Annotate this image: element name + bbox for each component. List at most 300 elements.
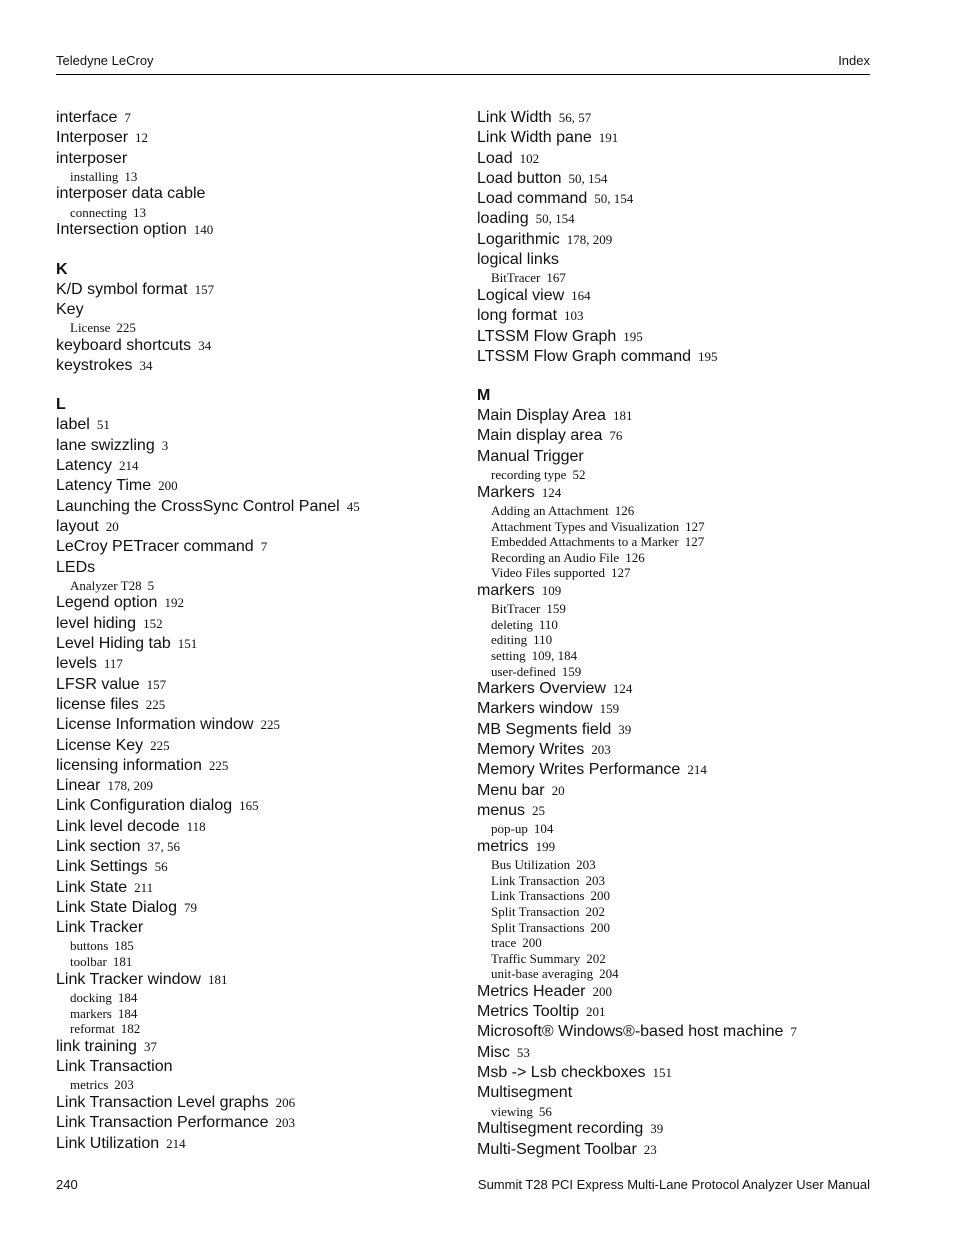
index-term: License Information window (56, 716, 254, 734)
index-term: license files (56, 695, 139, 713)
index-entry (477, 406, 877, 426)
index-entry (477, 306, 877, 326)
page-reference[interactable]: 225 (208, 757, 229, 773)
index-term: Attachment Types and Visualization (491, 518, 680, 534)
page-reference[interactable]: 127 (684, 534, 705, 550)
page-reference[interactable]: 167 (546, 270, 566, 286)
page-reference[interactable]: 211 (134, 879, 154, 895)
page-reference[interactable]: 203 (591, 742, 611, 758)
index-entry (477, 327, 877, 347)
index-subentry (491, 648, 877, 664)
index-subentry (491, 270, 877, 286)
index-entry (477, 426, 877, 446)
page-reference[interactable]: 181 (612, 408, 633, 424)
page-reference[interactable]: 178, 209 (566, 231, 613, 247)
page-reference[interactable]: 152 (143, 615, 163, 631)
manual-title: Summit T28 PCI Express Multi-Lane Protocol Analyzer User Manual (477, 1177, 870, 1192)
index-term: Link Settings (56, 858, 148, 876)
page-reference[interactable]: 192 (164, 595, 184, 611)
index-term: toolbar (70, 954, 107, 970)
index-subentry (491, 821, 877, 837)
index-entry (477, 1022, 877, 1042)
page-reference[interactable]: 109, 184 (531, 647, 578, 663)
index-term: Analyzer T28 (70, 577, 142, 593)
page-reference[interactable]: 165 (239, 798, 259, 814)
index-subentry (491, 664, 877, 680)
index-term: Link Transaction (56, 1058, 173, 1076)
index-term: deleting (491, 616, 533, 632)
index-column-right (477, 108, 877, 1160)
index-entry (56, 878, 456, 898)
index-term: LEDs (56, 558, 96, 576)
index-subentry (70, 954, 456, 970)
index-term: Load button (477, 169, 562, 187)
page-reference[interactable]: 34 (139, 358, 153, 374)
index-term: Bus Utilization (491, 857, 571, 873)
index-entry (477, 1083, 877, 1103)
index-entry (56, 614, 456, 634)
index-subentry (491, 467, 877, 483)
index-subentry (70, 938, 456, 954)
index-term: label (56, 416, 90, 434)
page-reference[interactable]: 214 (687, 762, 707, 778)
index-term: pop-up (491, 821, 528, 837)
index-term: Latency (56, 457, 113, 475)
page-reference[interactable]: 79 (183, 899, 197, 915)
index-term: licensing information (56, 756, 202, 774)
index-term: reformat (70, 1021, 115, 1037)
page-reference[interactable]: 124 (612, 681, 633, 697)
page-reference[interactable]: 225 (116, 320, 136, 336)
page-reference[interactable]: 7 (790, 1024, 797, 1040)
page-reference[interactable]: 203 (585, 872, 605, 888)
index-term: Main display area (477, 427, 603, 445)
index-subentry (491, 1104, 877, 1120)
page-reference[interactable]: 184 (117, 1005, 138, 1021)
index-subentry (491, 617, 877, 633)
index-term: Link State Dialog (56, 898, 177, 916)
page-reference[interactable]: 7 (260, 539, 268, 555)
index-term: Link State (56, 878, 128, 896)
index-term: Latency Time (56, 477, 152, 495)
index-entry (477, 483, 877, 503)
index-entry (477, 447, 877, 467)
page-reference[interactable]: 159 (561, 663, 582, 679)
index-term: Link Transactions (491, 888, 585, 904)
index-term: editing (491, 632, 528, 648)
index-subentry (70, 578, 456, 594)
index-entry (56, 1093, 456, 1113)
page-reference[interactable]: 12 (135, 130, 149, 146)
index-term: Link section (56, 837, 141, 855)
index-term: Logical view (477, 286, 565, 304)
index-subentry (491, 519, 877, 535)
header-divider (56, 74, 870, 75)
index-entry (56, 796, 456, 816)
page-reference[interactable]: 126 (625, 549, 645, 565)
page-reference[interactable]: 214 (166, 1135, 186, 1151)
index-entry (56, 837, 456, 857)
page-reference[interactable]: 157 (146, 676, 167, 692)
index-term: Launching the CrossSync Control Panel (56, 497, 340, 515)
index-subentry (70, 169, 456, 185)
index-term: metrics (477, 837, 529, 855)
page-reference[interactable]: 181 (207, 971, 228, 987)
index-term: BitTracer (491, 270, 541, 286)
index-subentry (491, 904, 877, 920)
index-term: Recording an Audio File (491, 549, 620, 565)
index-term: logical links (477, 251, 559, 269)
index-term: Multisegment recording (477, 1120, 644, 1138)
index-term: Adding an Attachment (491, 502, 609, 518)
page-reference[interactable]: 200 (158, 478, 178, 494)
index-entry (56, 970, 456, 990)
index-entry (477, 250, 877, 270)
index-term: License (70, 320, 111, 336)
index-column-left (56, 108, 456, 1154)
page-reference[interactable]: 191 (598, 130, 619, 146)
page-reference[interactable]: 164 (571, 287, 591, 303)
index-entry (477, 347, 877, 367)
index-term: Misc (477, 1043, 510, 1061)
index-entry (56, 356, 456, 376)
page-reference[interactable]: 203 (576, 857, 596, 873)
page-reference[interactable]: 124 (541, 484, 562, 500)
index-term: connecting (70, 204, 128, 220)
index-term: K/D symbol format (56, 280, 188, 298)
index-term: License Key (56, 736, 144, 754)
page-reference[interactable]: 182 (120, 1021, 141, 1037)
index-term: Level Hiding tab (56, 635, 171, 653)
index-term: Link Width pane (477, 129, 592, 147)
page-reference[interactable]: 39 (650, 1121, 664, 1137)
page-reference[interactable]: 20 (105, 518, 119, 534)
index-term: viewing (491, 1103, 533, 1119)
index-entry (56, 695, 456, 715)
page-reference[interactable]: 151 (652, 1065, 673, 1081)
index-term: Embedded Attachments to a Marker (491, 534, 679, 550)
index-term: docking (70, 989, 112, 1005)
index-term: link training (56, 1037, 137, 1055)
page-reference[interactable]: 203 (114, 1077, 134, 1093)
index-term: Logarithmic (477, 230, 560, 248)
page-reference[interactable]: 225 (150, 737, 170, 753)
page-reference[interactable]: 200 (592, 983, 612, 999)
page-reference[interactable]: 37 (143, 1038, 157, 1054)
index-term: Menu bar (477, 781, 545, 799)
index-entry (477, 781, 877, 801)
index-entry (477, 760, 877, 780)
index-term: Multi-Segment Toolbar (477, 1140, 637, 1158)
page-reference[interactable]: 13 (124, 168, 138, 184)
index-term: Link Tracker window (56, 970, 201, 988)
index-term: Linear (56, 777, 101, 795)
page-reference[interactable]: 7 (124, 110, 131, 125)
index-term: Metrics Header (477, 982, 586, 1000)
page-reference[interactable]: 5 (147, 577, 155, 593)
page-reference[interactable]: 3 (161, 437, 169, 453)
index-entry (477, 801, 877, 821)
section-title: Index (838, 53, 870, 68)
index-term: Microsoft® Windows®-based host machine (477, 1023, 784, 1041)
page-reference[interactable]: 50, 154 (594, 191, 634, 207)
index-term: keystrokes (56, 357, 133, 375)
page-reference[interactable]: 56 (538, 1103, 552, 1119)
index-entry (56, 857, 456, 877)
index-term: user-defined (491, 663, 556, 679)
index-subentry (491, 951, 877, 967)
page-reference[interactable]: 110 (533, 632, 553, 648)
company-name: Teledyne LeCroy (56, 53, 154, 68)
index-term: Key (56, 300, 84, 318)
page-reference[interactable]: 51 (96, 417, 110, 433)
index-entry (477, 1119, 877, 1139)
index-term: markers (477, 581, 535, 599)
page-reference[interactable]: 159 (546, 601, 566, 617)
index-entry (56, 280, 456, 300)
index-term: interposer (56, 149, 128, 167)
index-subentry (491, 935, 877, 951)
index-entry (477, 581, 877, 601)
index-term: Multisegment (477, 1084, 573, 1102)
page-reference[interactable]: 110 (538, 616, 558, 632)
page-reference[interactable]: 109 (541, 582, 562, 598)
index-term: level hiding (56, 614, 137, 632)
index-term: Link Utilization (56, 1134, 160, 1152)
page-reference[interactable]: 45 (346, 498, 360, 514)
index-entry (477, 108, 877, 128)
index-entry (56, 593, 456, 613)
index-entry (56, 184, 456, 204)
page-reference[interactable]: 202 (586, 950, 606, 966)
index-term: Markers Overview (477, 680, 606, 698)
index-term: Link Width (477, 109, 552, 126)
index-term: levels (56, 655, 97, 673)
index-term: loading (477, 210, 529, 228)
page-reference[interactable]: 50, 154 (535, 211, 575, 227)
index-entry (56, 654, 456, 674)
page-reference[interactable]: 195 (623, 328, 643, 344)
index-term: Markers window (477, 700, 593, 718)
index-term: trace (491, 935, 517, 951)
page-reference[interactable]: 117 (103, 656, 123, 672)
index-term: Manual Trigger (477, 447, 584, 465)
page-number: 240 (56, 1177, 78, 1192)
index-entry (56, 898, 456, 918)
page-reference[interactable]: 52 (572, 467, 586, 483)
index-entry (56, 128, 456, 148)
index-entry (56, 300, 456, 320)
page-reference[interactable]: 20 (551, 782, 565, 798)
index-entry (56, 918, 456, 938)
index-entry (56, 476, 456, 496)
index-entry (477, 230, 877, 250)
index-term: Split Transaction (491, 903, 580, 919)
index-term: Legend option (56, 594, 158, 612)
index-term: Intersection option (56, 221, 187, 239)
index-term: metrics (70, 1077, 109, 1093)
index-term: LTSSM Flow Graph (477, 327, 617, 345)
index-entry (477, 209, 877, 229)
index-letter-heading: L (56, 396, 66, 414)
index-term: Interposer (56, 129, 129, 147)
index-term: layout (56, 517, 99, 535)
page-reference[interactable]: 199 (535, 838, 556, 854)
index-entry (477, 1140, 877, 1160)
index-term: Link level decode (56, 817, 180, 835)
index-entry (56, 220, 456, 240)
page-reference[interactable]: 185 (114, 938, 134, 954)
index-subentry (70, 1077, 456, 1093)
index-entry (56, 149, 456, 169)
index-entry (477, 1043, 877, 1063)
index-entry (477, 699, 877, 719)
index-term: recording type (491, 467, 567, 483)
page-reference[interactable]: 151 (177, 636, 198, 652)
page-reference[interactable]: 206 (275, 1094, 296, 1110)
index-entry (56, 517, 456, 537)
index-entry (56, 415, 456, 435)
index-term: interposer data cable (56, 185, 206, 203)
page-reference[interactable]: 203 (275, 1115, 296, 1131)
page-reference[interactable]: 37, 56 (147, 838, 180, 854)
page-reference[interactable]: 104 (533, 821, 554, 837)
index-entry (56, 336, 456, 356)
page-reference[interactable]: 184 (117, 989, 138, 1005)
index-entry (477, 286, 877, 306)
index-subentry (491, 503, 877, 519)
index-entry (477, 149, 877, 169)
index-entry (56, 715, 456, 735)
page-reference[interactable]: 225 (145, 696, 166, 712)
index-subentry (491, 920, 877, 936)
index-entry (56, 456, 456, 476)
index-term: Link Transaction (491, 872, 580, 888)
index-subentry (491, 873, 877, 889)
index-term: keyboard shortcuts (56, 336, 192, 354)
index-entry (56, 1113, 456, 1133)
index-term: lane swizzling (56, 436, 155, 454)
page-reference[interactable]: 50, 154 (568, 170, 608, 186)
page-reference[interactable]: 204 (599, 966, 619, 982)
index-entry (477, 128, 877, 148)
index-term: LeCroy PETracer command (56, 538, 254, 556)
page-footer (56, 1177, 870, 1195)
index-subentry (70, 320, 456, 336)
page-reference[interactable]: 201 (585, 1004, 606, 1020)
index-entry (56, 108, 456, 128)
index-entry (56, 436, 456, 456)
index-subentry (70, 205, 456, 221)
index-term: Link Transaction Level graphs (56, 1093, 269, 1111)
page-reference[interactable]: 214 (119, 458, 139, 474)
index-subentry (491, 888, 877, 904)
page-reference[interactable]: 126 (614, 502, 635, 518)
page-reference[interactable]: 202 (585, 903, 605, 919)
page-reference[interactable]: 23 (643, 1141, 657, 1157)
page-reference[interactable]: 102 (519, 150, 540, 166)
page-reference[interactable]: 200 (590, 919, 611, 935)
index-term: long format (477, 307, 558, 325)
page-reference[interactable]: 127 (611, 565, 631, 581)
index-entry (477, 837, 877, 857)
index-term: Memory Writes Performance (477, 761, 681, 779)
index-entry (56, 634, 456, 654)
index-term: Link Transaction Performance (56, 1114, 269, 1132)
index-subentry (491, 550, 877, 566)
page-reference[interactable]: 225 (260, 717, 280, 733)
index-entry (477, 679, 877, 699)
page-reference[interactable]: 195 (698, 348, 718, 364)
index-term: unit-base averaging (491, 966, 594, 982)
index-term: MB Segments field (477, 720, 612, 738)
index-entry (477, 982, 877, 1002)
page-reference[interactable]: 200 (522, 935, 542, 951)
index-term: Video Files supported (491, 565, 606, 581)
index-entry (477, 740, 877, 760)
index-subentry (491, 601, 877, 617)
index-subentry (491, 966, 877, 982)
page-reference[interactable]: 181 (112, 954, 133, 970)
index-subentry (70, 1006, 456, 1022)
page-reference[interactable]: 25 (532, 802, 546, 818)
page-reference[interactable]: 157 (194, 281, 215, 297)
index-subentry (70, 990, 456, 1006)
index-entry (477, 720, 877, 740)
index-term: setting (491, 647, 526, 663)
index-term: Markers (477, 483, 535, 501)
index-term: Split Transactions (491, 919, 585, 935)
index-entry (477, 189, 877, 209)
index-term: Main Display Area (477, 407, 606, 425)
page-reference[interactable]: 140 (193, 222, 214, 238)
index-subentry (491, 632, 877, 648)
index-entry (56, 675, 456, 695)
page-reference[interactable]: 56 (154, 859, 168, 875)
page-reference[interactable]: 76 (609, 428, 623, 444)
page-reference[interactable]: 34 (198, 337, 212, 353)
index-entry (56, 497, 456, 517)
index-term: Memory Writes (477, 741, 585, 759)
page-reference[interactable]: 178, 209 (107, 778, 153, 794)
index-term: LFSR value (56, 675, 140, 693)
index-term: Link Tracker (56, 919, 144, 937)
index-letter-heading: M (477, 387, 491, 405)
index-subentry (491, 534, 877, 550)
page-reference[interactable]: 200 (590, 888, 611, 904)
index-term: Load command (477, 190, 588, 208)
page-reference[interactable]: 13 (133, 204, 147, 220)
page-header (56, 53, 870, 71)
index-entry (56, 1057, 456, 1077)
index-subentry (491, 857, 877, 873)
page-reference[interactable]: 56, 57 (558, 110, 592, 125)
index-term: buttons (70, 938, 109, 954)
index-entry (56, 776, 456, 796)
index-letter-heading: K (56, 260, 68, 278)
page-reference[interactable]: 159 (599, 701, 620, 717)
page-reference[interactable]: 127 (685, 518, 705, 534)
index-entry (56, 756, 456, 776)
index-term: LTSSM Flow Graph command (477, 347, 691, 365)
index-term: Load (477, 149, 513, 167)
page-reference[interactable]: 103 (564, 308, 584, 324)
page-reference[interactable]: 53 (516, 1044, 530, 1060)
index-entry (477, 169, 877, 189)
page-reference[interactable]: 39 (618, 721, 632, 737)
index-subentry (70, 1021, 456, 1037)
page-reference[interactable]: 118 (186, 818, 206, 834)
